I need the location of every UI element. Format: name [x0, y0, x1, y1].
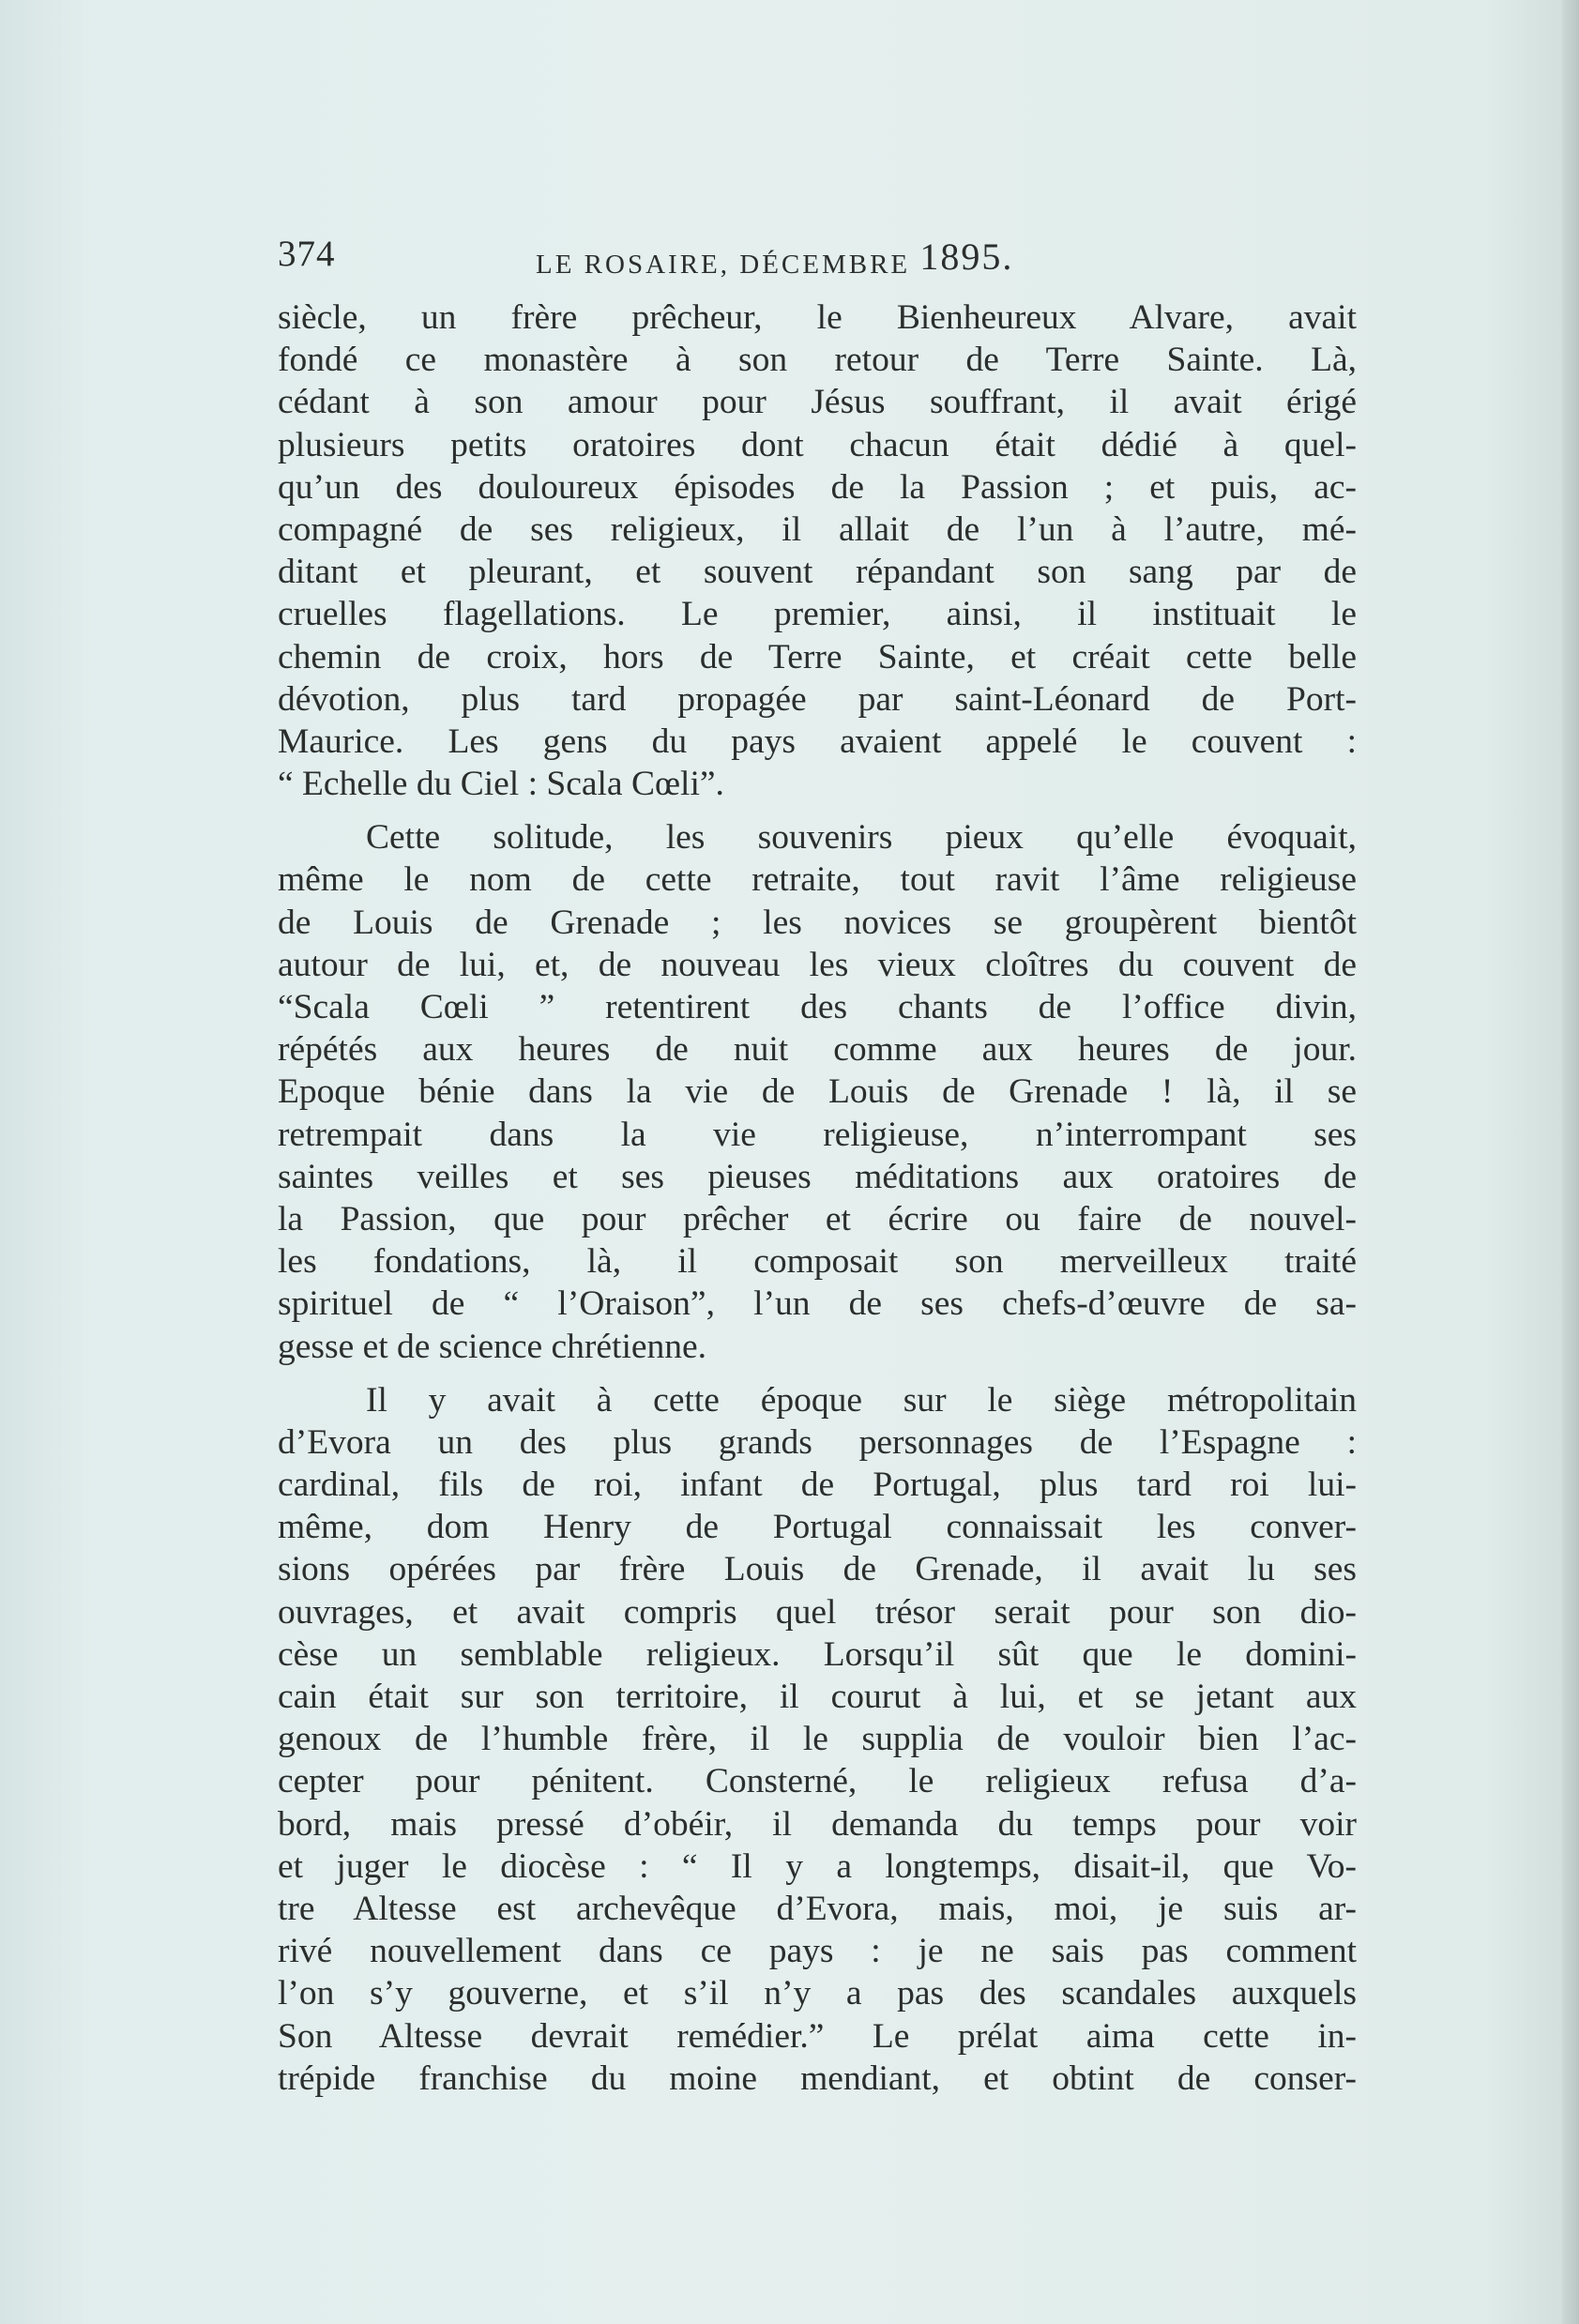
text-line: Epoque bénie dans la vie de Louis de Grenade ! là, il se	[278, 1072, 1357, 1112]
text-line: spirituel de “ l’Oraison”, l’un de ses chefs-d’œuvre de sa-	[278, 1284, 1357, 1324]
text-line: cardinal, fils de roi, infant de Portugal, plus tard roi lui-	[278, 1466, 1357, 1505]
text-line: cruelles flagellations. Le premier, ainsi, il instituait le	[278, 595, 1357, 634]
text-line: genoux de l’humble frère, il le supplia de vouloir bien l’ac-	[278, 1720, 1357, 1759]
text-line: fondé ce monastère à son retour de Terre Sainte. Là,	[278, 341, 1357, 380]
text-line: Maurice. Les gens du pays avaient appelé le couvent :	[278, 722, 1357, 761]
running-title	[536, 235, 1014, 282]
text-line: cain était sur son territoire, il courut à lui, et se jetant aux	[278, 1678, 1357, 1716]
body-text	[278, 296, 1357, 2100]
text-line: Cette solitude, les souvenirs pieux qu’elle évoquait,	[366, 818, 1357, 858]
page-edge-shadow	[1562, 0, 1579, 2324]
text-line: rivé nouvellement dans ce pays : je ne sais pas comment	[278, 1932, 1357, 1971]
text-line: saintes veilles et ses pieuses méditations aux oratoires de	[278, 1157, 1357, 1196]
text-line: plusieurs petits oratoires dont chacun était dédié à quel-	[278, 425, 1357, 464]
text-line: gesse et de science chrétienne.	[278, 1327, 707, 1366]
text-line: tre Altesse est archevêque d’Evora, mais, moi, je suis ar-	[278, 1889, 1357, 1928]
text-line: sions opérées par frère Louis de Grenade, il avait lu ses	[278, 1550, 1357, 1589]
running-header	[278, 233, 1357, 280]
text-line: Il y avait à cette époque sur le siège métropolitain	[366, 1380, 1357, 1420]
text-line: cédant à son amour pour Jésus souffrant, il avait érigé	[278, 383, 1357, 422]
text-line: retrempait dans la vie religieuse, n’interrompant ses	[278, 1115, 1357, 1154]
text-line: dévotion, plus tard propagée par saint-Léonard de Port-	[278, 679, 1357, 719]
text-line: siècle, un frère prêcheur, le Bienheureux Alvare, avait	[278, 298, 1357, 337]
text-line: d’Evora un des plus grands personnages de l’Espagne :	[278, 1422, 1357, 1462]
paragraph	[278, 296, 1357, 805]
text-line: trépide franchise du moine mendiant, et obtint de conser-	[278, 2058, 1357, 2098]
paragraph	[278, 1379, 1357, 2100]
text-line: ouvrages, et avait compris quel trésor serait pour son dio-	[278, 1592, 1357, 1632]
text-line: compagné de ses religieux, il allait de l’un à l’autre, mé-	[278, 509, 1357, 549]
text-line: même, dom Henry de Portugal connaissait les conver-	[278, 1508, 1357, 1547]
page-number: 374	[278, 234, 336, 274]
text-line: l’on s’y gouverne, et s’il n’y a pas des scandales auxquels	[278, 1974, 1357, 2013]
text-line: bord, mais pressé d’obéir, il demanda du temps pour voir	[278, 1804, 1357, 1844]
text-line: répétés aux heures de nuit comme aux heures de jour.	[278, 1030, 1357, 1070]
text-line: Son Altesse devrait remédier.” Le prélat aima cette in-	[278, 2016, 1357, 2056]
text-line: autour de lui, et, de nouveau les vieux cloîtres du couvent de	[278, 945, 1357, 984]
text-line: chemin de croix, hors de Terre Sainte, et créait cette belle	[278, 637, 1357, 676]
paragraph	[278, 816, 1357, 1367]
text-line: qu’un des douloureux épisodes de la Passion ; et puis, ac-	[278, 467, 1357, 507]
text-line: ditant et pleurant, et souvent répandant son sang par de	[278, 553, 1357, 592]
text-line: “Scala Cœli ” retentirent des chants de l’office divin,	[278, 988, 1357, 1026]
running-title-year: 1895.	[919, 235, 1014, 278]
text-line: et juger le diocèse : “ Il y a longtemps, disait-il, que Vo-	[278, 1846, 1357, 1886]
text-line: même le nom de cette retraite, tout ravit l’âme religieuse	[278, 860, 1357, 900]
text-line: “ Echelle du Ciel : Scala Cœli”.	[278, 765, 724, 804]
text-line: de Louis de Grenade ; les novices se groupèrent bientôt	[278, 903, 1357, 942]
text-line: la Passion, que pour prêcher et écrire ou faire de nouvel-	[278, 1199, 1357, 1238]
text-line: cèse un semblable religieux. Lorsqu’il sût que le domini-	[278, 1634, 1357, 1674]
text-line: cepter pour pénitent. Consterné, le religieux refusa d’a-	[278, 1762, 1357, 1801]
running-title-text: LE ROSAIRE, DÉCEMBRE	[536, 250, 911, 280]
text-line: les fondations, là, il composait son merveilleux traité	[278, 1242, 1357, 1282]
